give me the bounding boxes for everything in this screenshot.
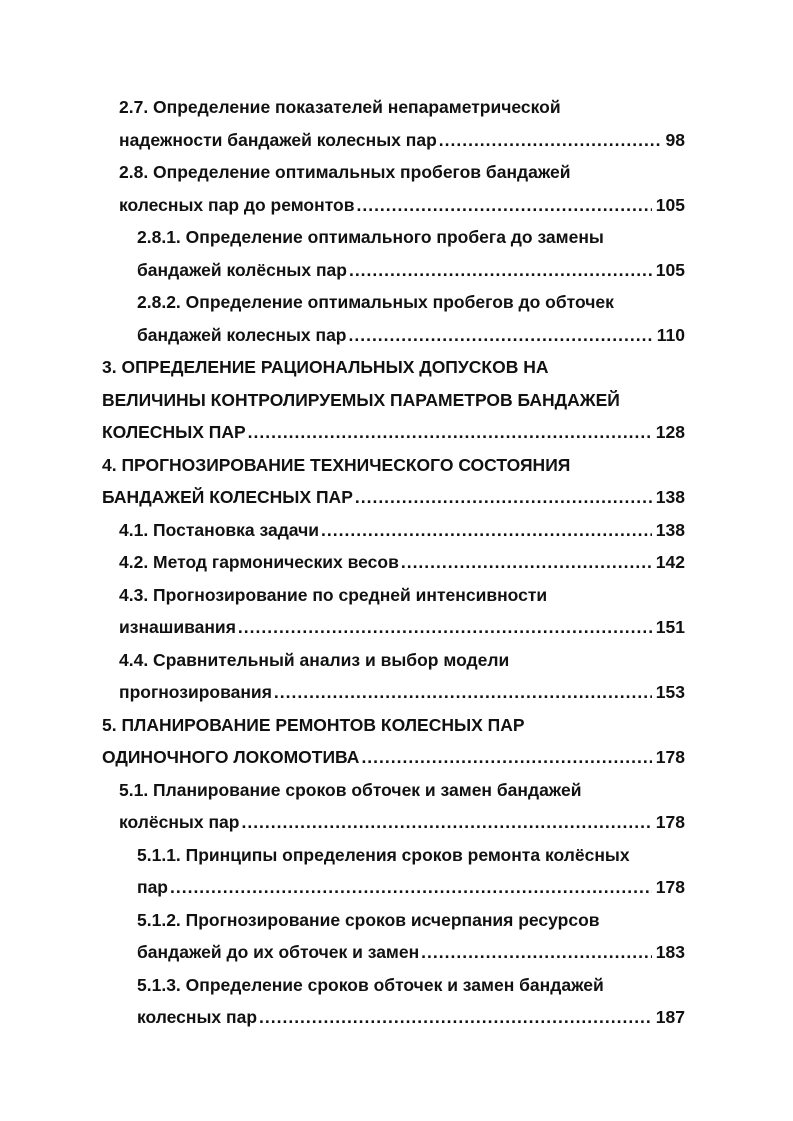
toc-page-number[interactable]: 138 <box>655 519 685 540</box>
toc-page-number[interactable]: 178 <box>655 877 685 897</box>
toc-entry-title: 4.1. Постановка задачи <box>119 519 320 540</box>
toc-entry-title: БАНДАЖЕЙ КОЛЕСНЫХ ПАР <box>102 487 353 507</box>
toc-entry-title: 2.8.1. Определение оптимального пробега до замены <box>137 227 604 247</box>
dot-leader <box>321 514 652 547</box>
toc-entry-line <box>0 871 793 904</box>
toc-page-number[interactable]: 105 <box>655 194 685 215</box>
toc-entry-title: пар <box>137 877 168 897</box>
toc-entry-title: бандажей колесных пар <box>137 324 347 345</box>
toc-entry-line <box>0 189 793 222</box>
toc-entry-line <box>0 254 793 287</box>
toc-entry-title: 3. ОПРЕДЕЛЕНИЕ РАЦИОНАЛЬНЫХ ДОПУСКОВ НА <box>102 357 549 377</box>
dot-leader <box>356 189 651 222</box>
toc-entry[interactable] <box>0 774 793 839</box>
toc-entry-line <box>0 579 793 612</box>
toc-entry[interactable] <box>0 969 793 1034</box>
toc-page-number[interactable]: 178 <box>655 747 685 767</box>
toc-page-number[interactable]: 105 <box>655 259 685 280</box>
toc-page-number[interactable]: 183 <box>655 942 685 962</box>
toc-entry-line <box>0 221 793 254</box>
toc-entry-line <box>0 969 793 1002</box>
dot-leader <box>361 741 651 774</box>
toc-entry[interactable] <box>0 579 793 644</box>
dot-leader <box>421 936 652 969</box>
toc-entry-title: 5.1.2. Прогнозирование сроков исчерпания ресурсов <box>137 909 600 930</box>
toc-entry-title: ВЕЛИЧИНЫ КОНТРОЛИРУЕМЫХ ПАРАМЕТРОВ БАНДАЖЕЙ <box>102 389 620 410</box>
toc-entry[interactable] <box>0 644 793 709</box>
toc-entry-line <box>0 546 793 579</box>
toc-entry-title: 4.3. Прогнозирование по средней интенсивности <box>119 584 548 605</box>
toc-entry-line <box>0 774 793 807</box>
table-of-contents <box>0 91 793 1034</box>
toc-entry-title: колесных пар до ремонтов <box>119 194 355 215</box>
toc-entry[interactable] <box>0 156 793 221</box>
toc-page-number[interactable]: 110 <box>656 324 685 345</box>
toc-entry-title: колёсных пар <box>119 812 240 832</box>
toc-entry-line <box>0 644 793 677</box>
toc-entry-line <box>0 709 793 742</box>
toc-page-number[interactable]: 138 <box>655 487 685 507</box>
toc-entry-title: 2.8.2. Определение оптимальных пробегов до обточек <box>137 292 614 312</box>
toc-entry[interactable] <box>0 91 793 156</box>
toc-entry-title: 5. ПЛАНИРОВАНИЕ РЕМОНТОВ КОЛЕСНЫХ ПАР <box>102 714 525 735</box>
toc-entry-line <box>0 319 793 352</box>
toc-entry-line <box>0 1001 793 1034</box>
toc-entry-title: КОЛЕСНЫХ ПАР <box>102 422 246 442</box>
dot-leader <box>355 481 652 514</box>
toc-entry-line <box>0 676 793 709</box>
toc-entry[interactable] <box>0 286 793 351</box>
toc-page-number[interactable]: 98 <box>665 129 685 150</box>
toc-entry-title: бандажей до их обточек и замен <box>137 942 420 962</box>
toc-entry-line <box>0 936 793 969</box>
toc-entry-line <box>0 839 793 872</box>
dot-leader <box>170 871 652 904</box>
toc-entry-line <box>0 384 793 417</box>
toc-entry[interactable] <box>0 514 793 547</box>
toc-entry-title: 2.7. Определение показателей непараметрической <box>119 97 561 117</box>
toc-entry-line <box>0 91 793 124</box>
toc-entry[interactable] <box>0 904 793 969</box>
dot-leader <box>238 611 652 644</box>
dot-leader <box>439 124 662 157</box>
toc-entry-line <box>0 449 793 482</box>
toc-page-number[interactable]: 142 <box>655 552 685 572</box>
toc-page-number[interactable]: 128 <box>655 422 685 442</box>
dot-leader <box>349 319 653 352</box>
toc-entry-line <box>0 514 793 547</box>
toc-entry-title: 5.1.3. Определение сроков обточек и замен бандажей <box>137 974 604 995</box>
toc-entry[interactable] <box>0 449 793 514</box>
toc-entry-title: надежности бандажей колесных пар <box>119 129 437 150</box>
toc-entry[interactable] <box>0 221 793 286</box>
toc-entry-title: изнашивания <box>119 617 236 637</box>
toc-entry-title: 4.2. Метод гармонических весов <box>119 552 399 572</box>
toc-entry-title: 5.1. Планирование сроков обточек и замен бандажей <box>119 779 582 800</box>
dot-leader <box>259 1001 652 1034</box>
dot-leader <box>401 546 652 579</box>
toc-page-number[interactable]: 187 <box>655 1007 685 1027</box>
toc-entry-line <box>0 806 793 839</box>
dot-leader <box>349 254 652 287</box>
toc-entry[interactable] <box>0 546 793 579</box>
toc-entry[interactable] <box>0 709 793 774</box>
toc-entry-title: колесных пар <box>137 1007 258 1027</box>
dot-leader <box>274 676 652 709</box>
toc-entry-line <box>0 904 793 937</box>
toc-entry-title: ОДИНОЧНОГО ЛОКОМОТИВА <box>102 747 360 767</box>
toc-page-number[interactable]: 151 <box>655 617 685 637</box>
dot-leader <box>241 806 651 839</box>
toc-entry-line <box>0 286 793 319</box>
toc-entry-title: 2.8. Определение оптимальных пробегов бандажей <box>119 162 571 182</box>
toc-entry-line <box>0 611 793 644</box>
toc-entry-line <box>0 156 793 189</box>
dot-leader <box>248 416 652 449</box>
toc-entry[interactable] <box>0 839 793 904</box>
toc-entry-line <box>0 351 793 384</box>
toc-entry-line <box>0 481 793 514</box>
toc-entry-title: бандажей колёсных пар <box>137 259 347 280</box>
toc-page-number[interactable]: 178 <box>655 812 685 832</box>
toc-entry-title: 4. ПРОГНОЗИРОВАНИЕ ТЕХНИЧЕСКОГО СОСТОЯНИЯ <box>102 454 571 475</box>
toc-entry-line <box>0 416 793 449</box>
toc-entry-title: 4.4. Сравнительный анализ и выбор модели <box>119 649 510 670</box>
toc-entry-line <box>0 741 793 774</box>
toc-entry-title: 5.1.1. Принципы определения сроков ремонта колёсных <box>137 844 630 865</box>
toc-page-number[interactable]: 153 <box>655 682 685 702</box>
toc-entry-line <box>0 124 793 157</box>
toc-entry[interactable] <box>0 351 793 449</box>
toc-entry-title: прогнозирования <box>119 682 272 702</box>
